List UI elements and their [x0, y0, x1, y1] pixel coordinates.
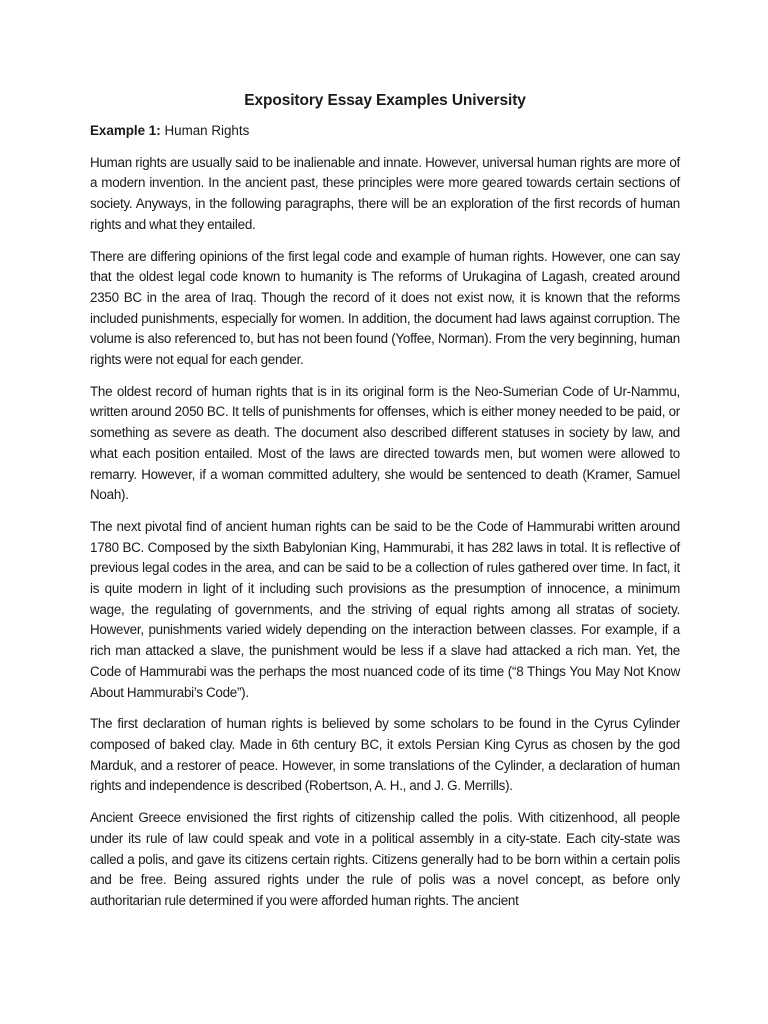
- document-title: Expository Essay Examples University: [244, 92, 526, 109]
- paragraph-1: Human rights are usually said to be inalienable and innate. However, universal human rights are more of a modern invention. In the ancient past, these principles were more geared towards certain sections of society. Anyways, in the following paragraphs, there will be an exploration of the first records of human rights and what they entailed.: [90, 154, 680, 232]
- paragraph-5: The first declaration of human rights is believed by some scholars to be found in the Cyrus Cylinder composed of baked clay. Made in 6th century BC, it extols Persian King Cyrus as chosen by the god Marduk, and a restorer of peace. However, in some translations of the Cylinder, a declaration of human rights and independence is described (Robertson, A. H., and J. G. Merrills).: [90, 716, 680, 794]
- paragraph-4: The next pivotal find of ancient human rights can be said to be the Code of Hammurabi written around 1780 BC. Composed by the sixth Babylonian King, Hammurabi, it has 282 laws in total. It is reflective of previous legal codes in the area, and can be said to be a collection of rules gathered over time. In fact, it is quite modern in light of it including such provisions as the presumption of innocence, a minimum wage, the regulating of governments, and the striving of equal rights among all stratas of society. However, punishments varied widely depending on the interaction between classes. For example, if a rich man attacked a slave, the punishment would be less if a slave had attacked a rich man. Yet, the Code of Hammurabi was the perhaps the most nuanced code of its time (“8 Things You May Not Know About Hammurabi’s Code”).: [90, 518, 680, 700]
- example-topic: Human Rights: [164, 123, 250, 138]
- paragraph-2: There are differing opinions of the first legal code and example of human rights. However, one can say that the oldest legal code known to humanity is The reforms of Urukagina of Lagash, created around 2350 BC in the area of Iraq. Though the record of it does not exist now, it is known that the reforms included punishments, especially for women. In addition, the document had laws against corruption. The volume is also referenced to, but has not been found (Yoffee, Norman). From the very beginning, human rights were not equal for each gender.: [90, 248, 680, 368]
- example-label: Example 1:: [90, 123, 161, 138]
- document-body: [90, 92, 680, 923]
- paragraph-3: The oldest record of human rights that is in its original form is the Neo-Sumerian Code of Ur-Nammu, written around 2050 BC. It tells of punishments for offenses, which is either money needed to be paid, or something as severe as death. The document also described different statuses in society by law, and what each position entailed. Most of the laws are directed towards men, but women were allowed to remarry. However, if a woman committed adultery, she would be sentenced to death (Kramer, Samuel Noah).: [90, 383, 680, 503]
- example-heading: [90, 121, 680, 142]
- paragraph-6: Ancient Greece envisioned the first rights of citizenship called the polis. With citizenhood, all people under its rule of law could speak and vote in a political assembly in a city-state. Each city-state was called a polis, and gave its citizens certain rights. Citizens generally had to be born within a certain polis and be free. Being assured rights under the rule of polis was a novel concept, as before only authoritarian rule determined if you were afforded human rights. The ancient: [90, 810, 680, 908]
